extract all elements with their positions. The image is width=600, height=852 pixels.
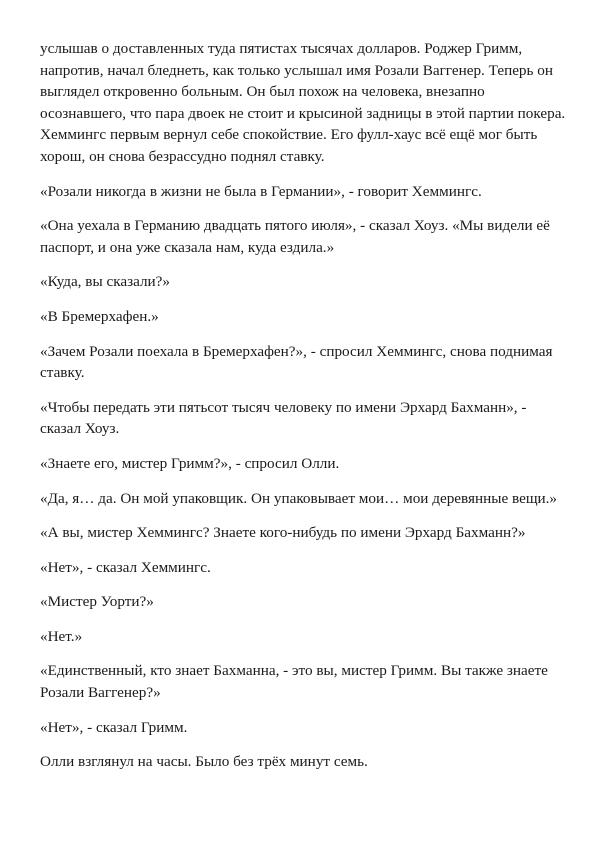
paragraph: «Мистер Уорти?» xyxy=(40,593,154,611)
paragraph: «Розали никогда в жизни не была в Германии», - говорит Хеммингс. xyxy=(40,182,482,200)
paragraph: «Она уехала в Германию двадцать пятого июля», - сказал Хоуз. «Мы видели её паспорт, и она уже сказала нам, куда ездила.» xyxy=(40,217,550,256)
paragraph: услышав о доставленных туда пятистах тысячах долларов. Роджер Гримм, напротив, начал бледнеть, как только услышал имя Розали Ваггенер. Теперь он выглядел откровенно больным. Он был похож на человека, внезапно осознавшего, что пара двоек не стоит и крысиной задницы в этой партии покера. Хеммингс первым вернул себе спокойствие. Его фулл-хаус всё ещё мог быть хорош, он снова безрассудно поднял ставку. xyxy=(40,40,566,165)
paragraph: «Зачем Розали поехала в Бремерхафен?», - спросил Хеммингс, снова поднимая ставку. xyxy=(40,342,553,382)
paragraph: «Единственный, кто знает Бахманна, - это вы, мистер Гримм. Вы также знаете Розали Ваггенер?» xyxy=(40,662,548,702)
paragraph: «Да, я… да. Он мой упаковщик. Он упаковывает мои… мои деревянные вещи.» xyxy=(40,489,558,507)
paragraph: Олли взглянул на часы. Было без трёх минут семь. xyxy=(40,753,368,771)
paragraph: «А вы, мистер Хеммингс? Знаете кого-нибудь по имени Эрхард Бахманн?» xyxy=(40,524,526,542)
paragraph: «Нет», - сказал Хеммингс. xyxy=(40,558,211,576)
paragraph: «В Бремерхафен.» xyxy=(40,307,159,325)
paragraph: «Нет.» xyxy=(40,627,83,645)
page-text xyxy=(40,38,568,786)
paragraph: «Чтобы передать эти пятьсот тысяч человеку по имени Эрхард Бахманн», - сказал Хоуз. xyxy=(40,398,527,438)
paragraph: «Нет», - сказал Гримм. xyxy=(40,718,188,736)
paragraph: «Куда, вы сказали?» xyxy=(40,273,170,291)
paragraph: «Знаете его, мистер Гримм?», - спросил Олли. xyxy=(40,454,340,472)
